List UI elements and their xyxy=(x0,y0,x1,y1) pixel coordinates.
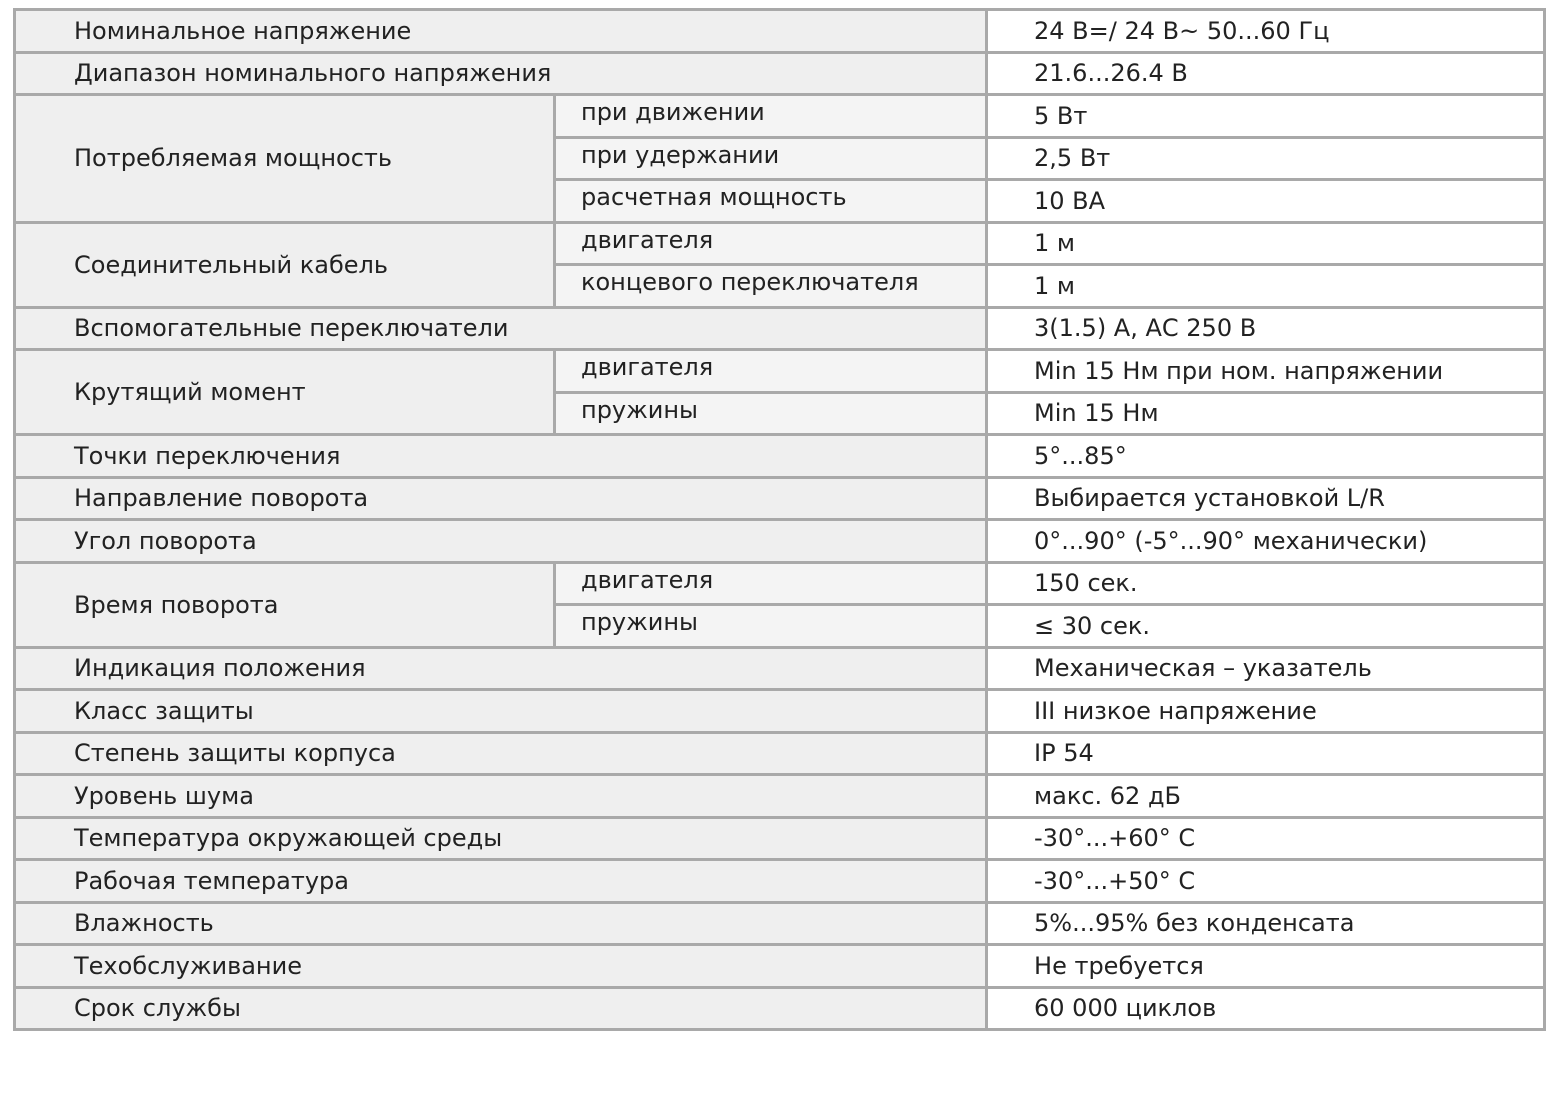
spec-label: Точки переключения xyxy=(15,435,987,478)
table-row xyxy=(15,52,1545,95)
spec-label: Техобслуживание xyxy=(15,945,987,988)
spec-label: Угол поворота xyxy=(15,520,987,563)
spec-value: 1 м xyxy=(987,222,1545,265)
spec-sublabel: двигателя xyxy=(555,562,987,605)
spec-value: 10 ВА xyxy=(987,180,1545,223)
table-row xyxy=(15,647,1545,690)
spec-label: Индикация положения xyxy=(15,647,987,690)
spec-label: Температура окружающей среды xyxy=(15,817,987,860)
spec-value: 1 м xyxy=(987,265,1545,308)
spec-label: Степень защиты корпуса xyxy=(15,732,987,775)
spec-value: 24 В=/ 24 В~ 50...60 Гц xyxy=(987,10,1545,53)
table-row xyxy=(15,307,1545,350)
spec-table xyxy=(13,8,1546,1031)
spec-value: 0°...90° (-5°...90° механически) xyxy=(987,520,1545,563)
table-row xyxy=(15,520,1545,563)
spec-value: -30°...+50° С xyxy=(987,860,1545,903)
table-row xyxy=(15,902,1545,945)
spec-label: Диапазон номинального напряжения xyxy=(15,52,987,95)
spec-value: 60 000 циклов xyxy=(987,987,1545,1030)
spec-value: макс. 62 дБ xyxy=(987,775,1545,818)
spec-label: Номинальное напряжение xyxy=(15,10,987,53)
spec-label: Влажность xyxy=(15,902,987,945)
spec-value: 3(1.5) А, АС 250 В xyxy=(987,307,1545,350)
spec-sublabel: при движении xyxy=(555,95,987,138)
table-row xyxy=(15,477,1545,520)
table-row xyxy=(15,10,1545,53)
spec-sublabel: расчетная мощность xyxy=(555,180,987,223)
spec-label: Вспомогательные переключатели xyxy=(15,307,987,350)
table-row xyxy=(15,860,1545,903)
spec-label: Потребляемая мощность xyxy=(15,95,555,223)
spec-label: Уровень шума xyxy=(15,775,987,818)
spec-sublabel: двигателя xyxy=(555,222,987,265)
spec-label: Рабочая температура xyxy=(15,860,987,903)
spec-label: Крутящий момент xyxy=(15,350,555,435)
spec-value: 5°...85° xyxy=(987,435,1545,478)
spec-label: Срок службы xyxy=(15,987,987,1030)
spec-value: 21.6...26.4 В xyxy=(987,52,1545,95)
table-row xyxy=(15,562,1545,605)
spec-sublabel: пружины xyxy=(555,605,987,648)
spec-sublabel: пружины xyxy=(555,392,987,435)
spec-value: 2,5 Вт xyxy=(987,137,1545,180)
spec-value: Выбирается установкой L/R xyxy=(987,477,1545,520)
spec-value: Min 15 Нм xyxy=(987,392,1545,435)
spec-label: Время поворота xyxy=(15,562,555,647)
spec-value: -30°...+60° С xyxy=(987,817,1545,860)
spec-sublabel: при удержании xyxy=(555,137,987,180)
table-row xyxy=(15,732,1545,775)
spec-value: III низкое напряжение xyxy=(987,690,1545,733)
table-row xyxy=(15,817,1545,860)
spec-value: 5%...95% без конденсата xyxy=(987,902,1545,945)
spec-value: IP 54 xyxy=(987,732,1545,775)
spec-value: 5 Вт xyxy=(987,95,1545,138)
spec-label: Соединительный кабель xyxy=(15,222,555,307)
spec-value: Min 15 Нм при ном. напряжении xyxy=(987,350,1545,393)
spec-value: Механическая – указатель xyxy=(987,647,1545,690)
table-row xyxy=(15,222,1545,265)
table-row xyxy=(15,435,1545,478)
spec-label: Направление поворота xyxy=(15,477,987,520)
table-row xyxy=(15,95,1545,138)
table-row xyxy=(15,775,1545,818)
table-row xyxy=(15,945,1545,988)
spec-value: Не требуется xyxy=(987,945,1545,988)
table-row xyxy=(15,690,1545,733)
spec-label: Класс защиты xyxy=(15,690,987,733)
spec-value: ≤ 30 сек. xyxy=(987,605,1545,648)
spec-sublabel: концевого переключателя xyxy=(555,265,987,308)
spec-sublabel: двигателя xyxy=(555,350,987,393)
spec-value: 150 сек. xyxy=(987,562,1545,605)
table-row xyxy=(15,350,1545,393)
table-row xyxy=(15,987,1545,1030)
